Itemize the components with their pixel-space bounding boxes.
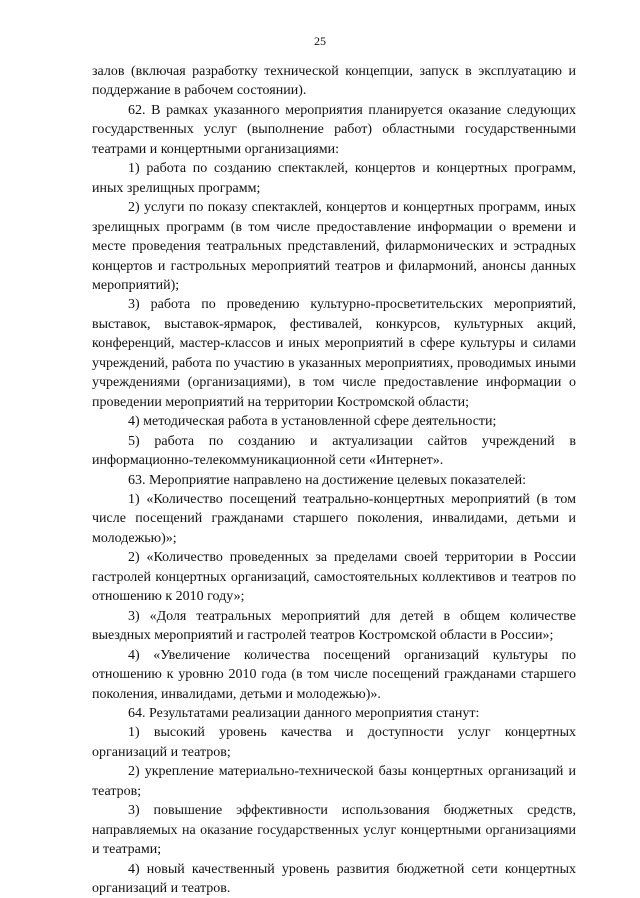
list-item-62-1: 1) работа по созданию спектаклей, концертов и концертных программ, иных зрелищных программ;	[92, 161, 576, 196]
list-item-63-4: 4) «Увеличение количества посещений организаций культуры по отношению к уровню 2010 года (в том числе посещений гражданами старшего поколения, инвалидами, детьми и молодежью)».	[92, 647, 576, 702]
list-item-63-3: 3) «Доля театральных мероприятий для детей в общем количестве выездных мероприятий и гастролей театров Костромской области в России»;	[92, 608, 576, 644]
list-item-63-2: 2) «Количество проведенных за пределами своей территории в России гастролей концертных организаций, самостоятельных коллективов и театров по отношению к 2010 году»;	[92, 550, 576, 605]
list-item-62-5: 5) работа по созданию и актуализации сайтов учреждений в информационно-телекоммуникационной сети «Интернет».	[92, 433, 576, 469]
list-item-64-1: 1) высокий уровень качества и доступности услуг концертных организаций и театров;	[92, 725, 576, 760]
list-item-64-2: 2) укрепление материально-технической базы концертных организаций и театров;	[92, 764, 576, 799]
paragraph-64: 64. Результатами реализации данного мероприятия станут:	[128, 705, 480, 721]
paragraph-62: 62. В рамках указанного мероприятия планируется оказание следующих государственных услуг (выполнение работ) областными государственными театрами и концертными организациями:	[92, 102, 576, 157]
list-item-64-4: 4) новый качественный уровень развития бюджетной сети концертных организаций и театров.	[92, 861, 576, 897]
document-body	[92, 62, 576, 898]
list-item-62-4: 4) методическая работа в установленной сфере деятельности;	[128, 414, 497, 430]
list-item-64-3: 3) повышение эффективности использования бюджетных средств, направляемых на оказание государственных услуг концертными организациями и театрами;	[92, 803, 576, 858]
page-number: 25	[314, 34, 326, 48]
list-item-63-1: 1) «Количество посещений театрально-концертных мероприятий (в том числе посещений гражданами старшего поколения, инвалидами, детьми и молодежью)»;	[92, 491, 576, 546]
paragraph-63: 63. Мероприятие направлено на достижение целевых показателей:	[128, 472, 526, 488]
list-item-62-2: 2) услуги по показу спектаклей, концертов и концертных программ, иных зрелищных программ (в том числе предоставление информации о времени и месте проведения театральных представлений, филармонических и эстрадных концертов и гастрольных мероприятий театров и филармоний, анонсы данных мероприятий);	[92, 200, 576, 293]
list-item-62-3: 3) работа по проведению культурно-просветительских мероприятий, выставок, выставок-ярмарок, фестивалей, конкурсов, культурных акций, конференций, мастер-классов и иных мероприятий в сфере культуры и силами учреждений, работа по участию в указанных мероприятиях, проводимых иными учреждениями (организациями), в том числе предоставление информации о проведении мероприятий на территории Костромской области;	[92, 297, 576, 410]
paragraph-continuation: залов (включая разработку технической концепции, запуск в эксплуатацию и поддержание в рабочем состоянии).	[92, 64, 576, 99]
